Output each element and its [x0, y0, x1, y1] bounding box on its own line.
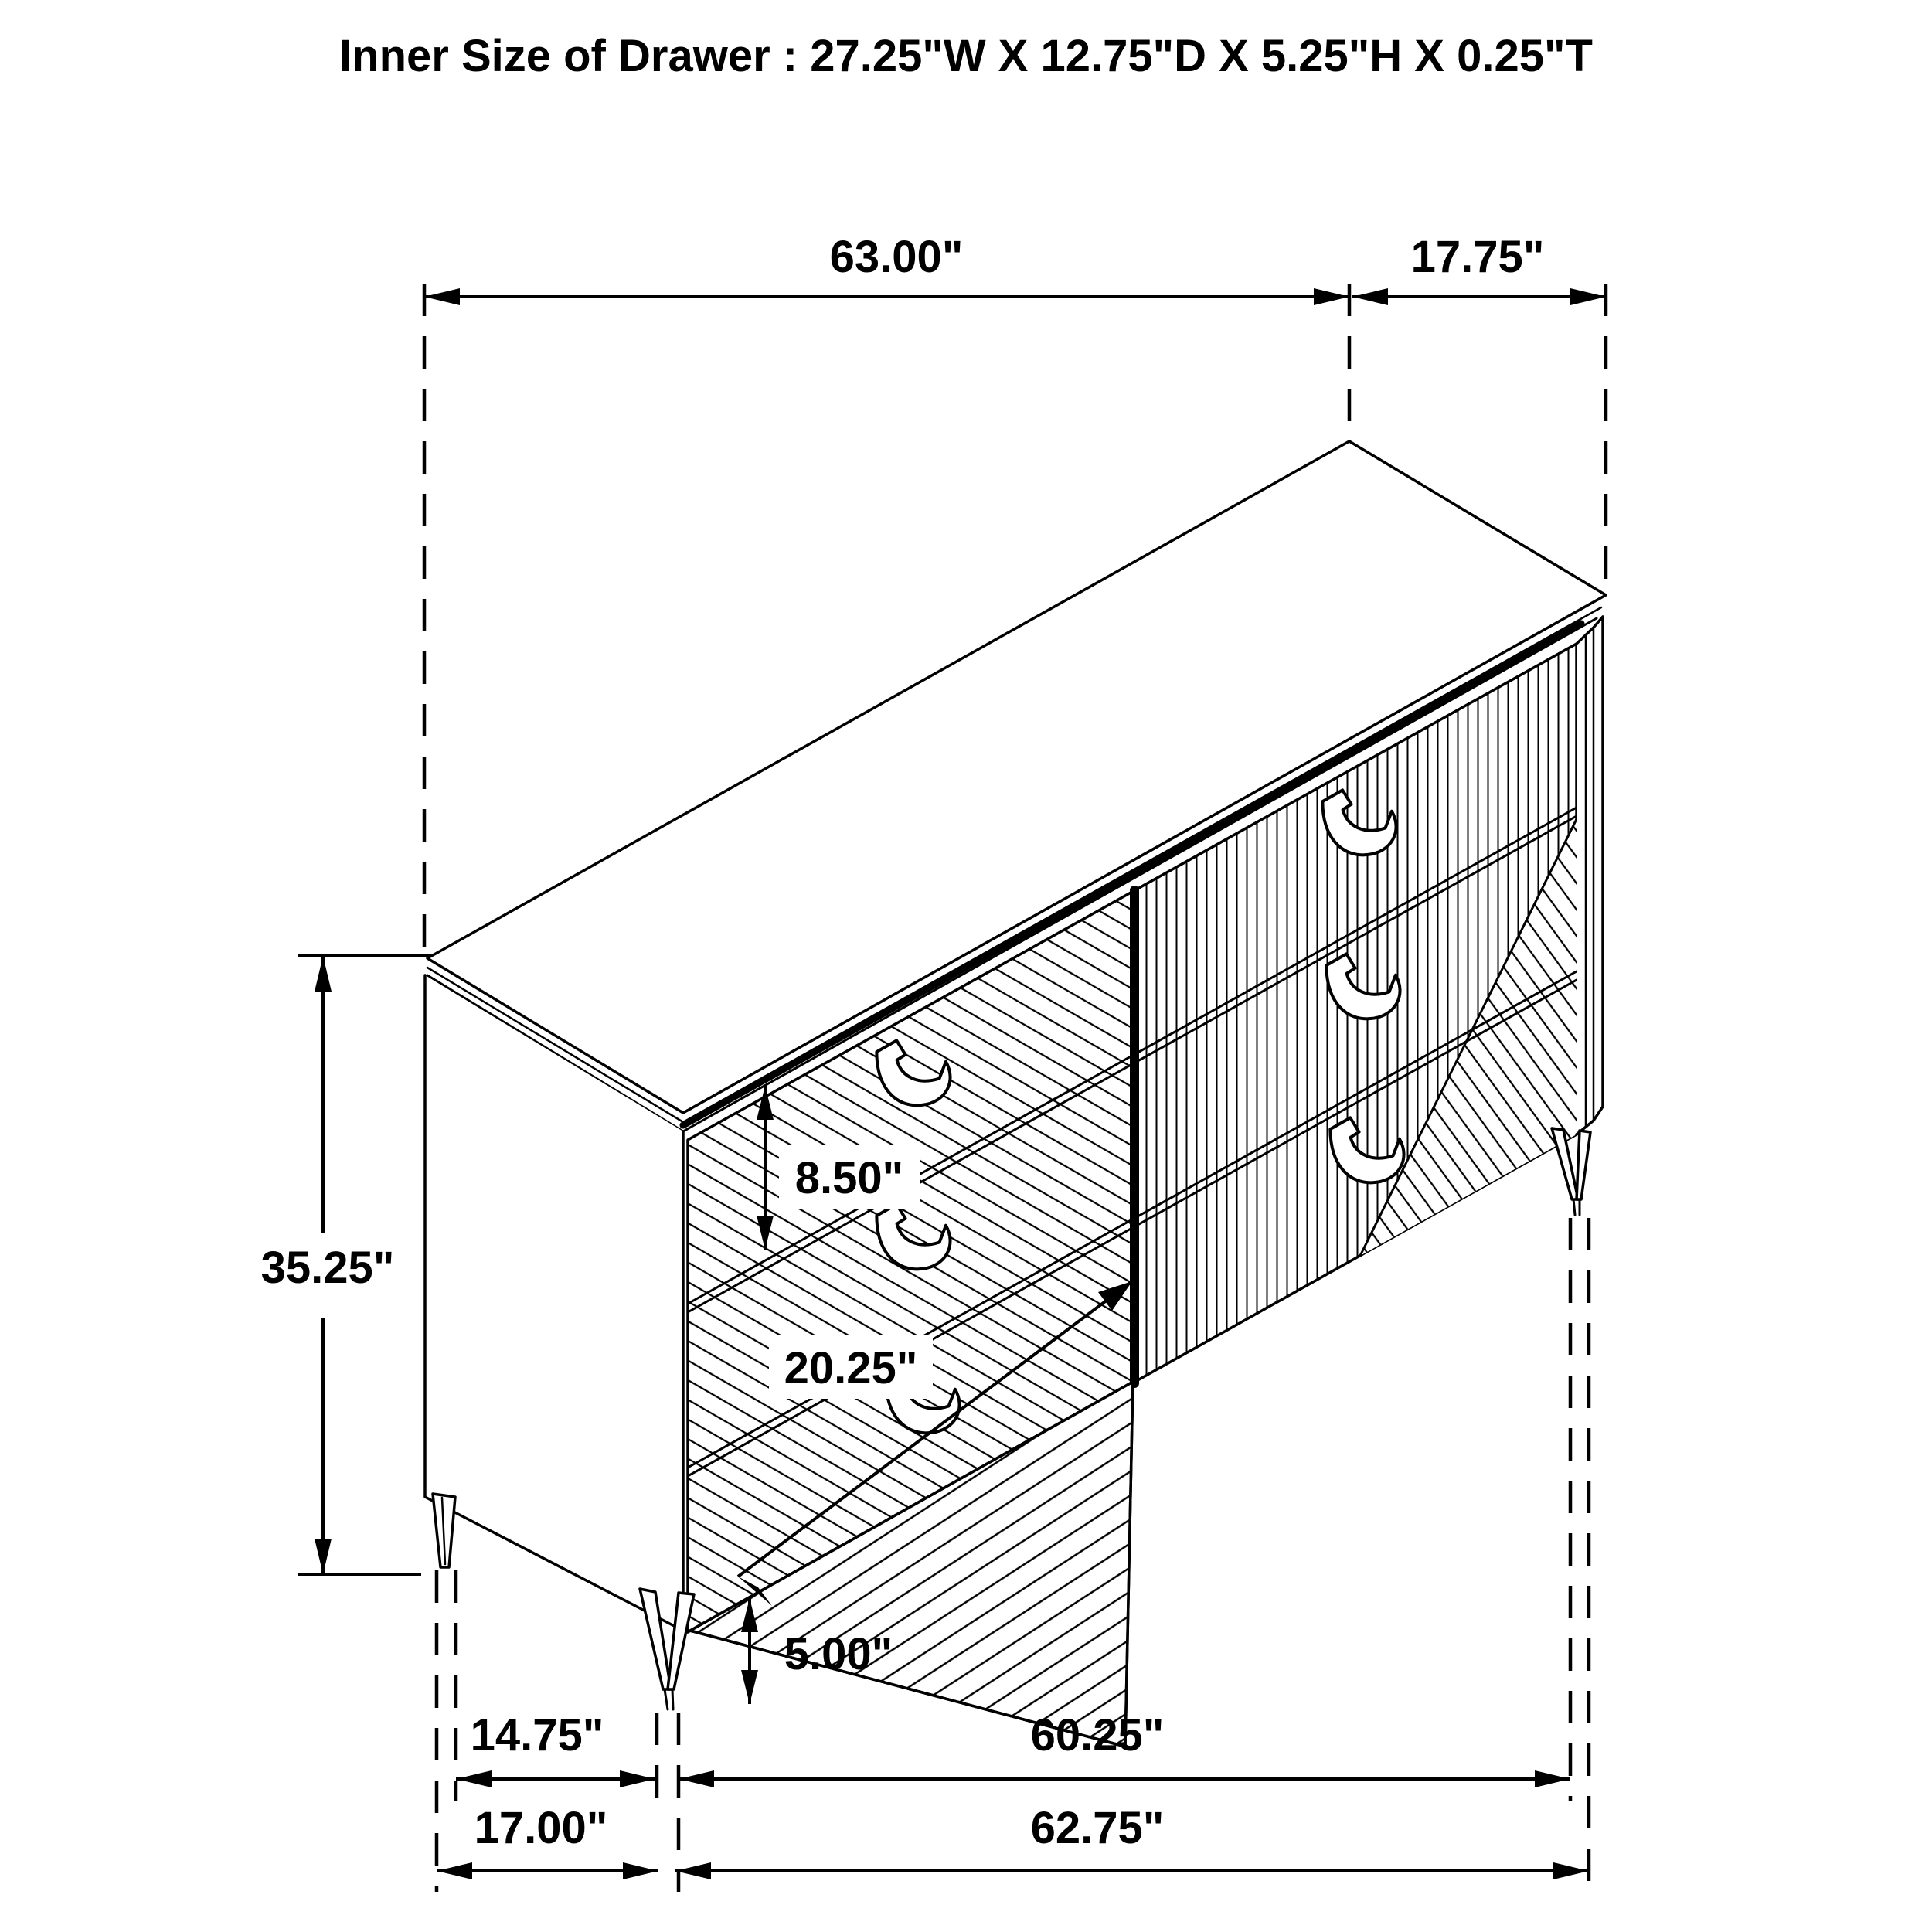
dim-leg-inset-label: 14.75": [470, 1710, 604, 1760]
leg-front-right: [1552, 1128, 1590, 1215]
leg-back-left: [433, 1494, 455, 1567]
dresser-drawing: [425, 441, 1777, 1785]
dim-overall-height-label: 35.25": [260, 1243, 395, 1293]
dim-top-width: [424, 288, 1349, 305]
dim-top-depth-label: 17.75": [1410, 232, 1545, 282]
right-side-sliver: [1577, 617, 1603, 1134]
dim-top-width-label: 63.00": [829, 232, 964, 282]
dim-bottom-depth-label: 17.00": [474, 1803, 608, 1853]
dim-drawer-height-label: 8.50": [794, 1153, 904, 1203]
diagram-title: Inner Size of Drawer : 27.25"W X 12.75"D X 5.25"H X 0.25"T: [339, 31, 1593, 81]
dim-bottom-width: [675, 1862, 1589, 1879]
dim-bottom-depth: [437, 1862, 658, 1879]
dim-leg-span: [679, 1770, 1570, 1787]
dim-top-depth: [1352, 288, 1606, 305]
dim-leg-inset: [456, 1770, 655, 1787]
dim-drawer-diagonal-label: 20.25": [784, 1343, 918, 1393]
dim-leg-span-label: 60.25": [1030, 1710, 1165, 1760]
dim-bottom-width-label: 62.75": [1030, 1803, 1165, 1853]
dim-leg-height-label: 5.00": [784, 1629, 893, 1679]
